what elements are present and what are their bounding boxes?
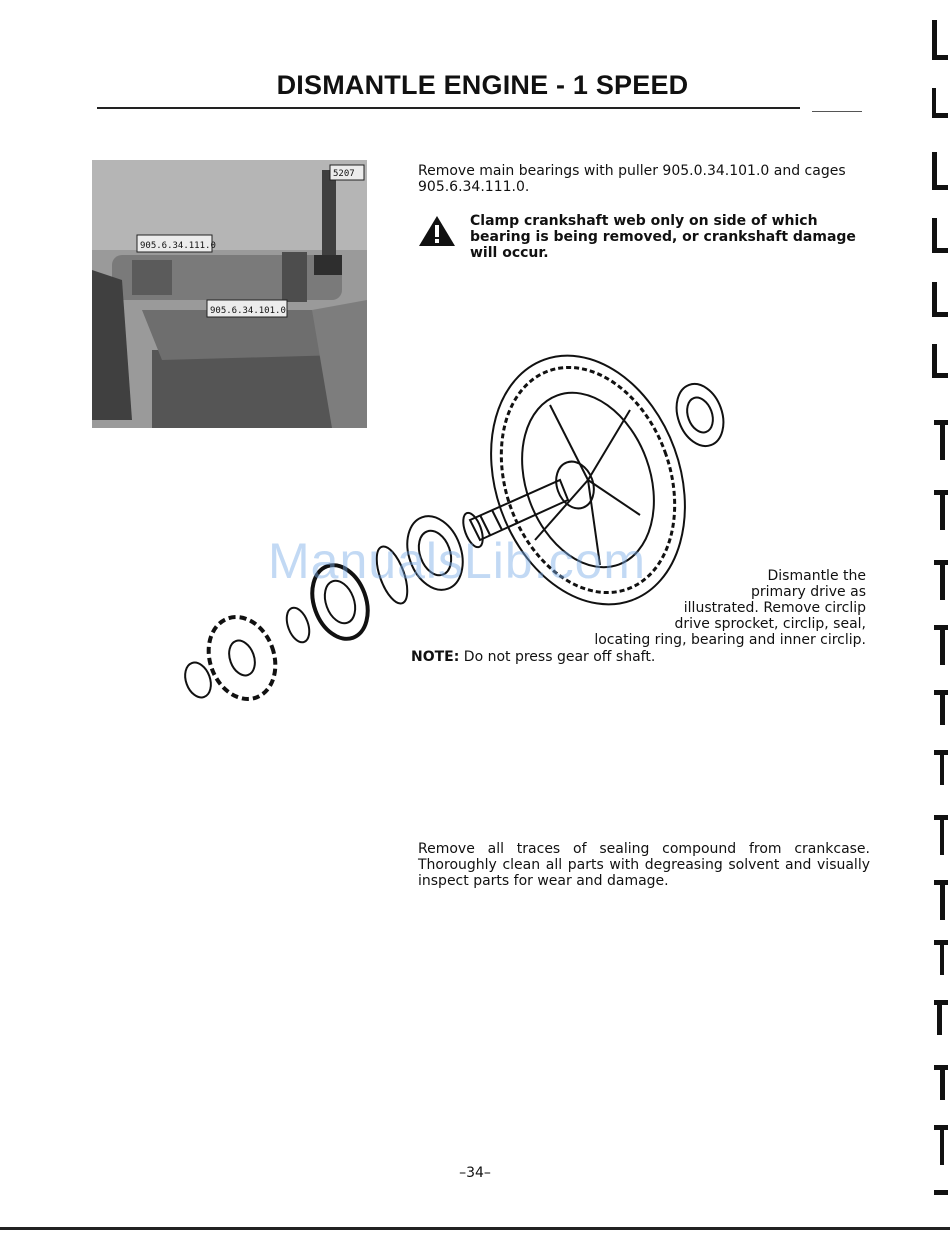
warning-triangle-icon [418,215,456,247]
dismantle-line-1: Dismantle the [767,568,866,584]
page-number: –34– [459,1165,491,1181]
page-title: DISMANTLE ENGINE - 1 SPEED [276,70,689,100]
photo-label-top: 905.6.34.111.0 [140,241,216,251]
cleaning-instruction: Remove all traces of sealing compound from crankcase. Thoroughly clean all parts with degreasing solvent and visually inspect parts for wear and damage. [418,841,870,889]
dismantle-line-3: illustrated. Remove circlip [683,600,866,616]
title-rule [97,107,800,109]
binding-edge-marks [910,0,950,1233]
dismantle-line-4: drive sprocket, circlip, seal, [674,616,866,632]
note-text: Do not press gear off shaft. [459,649,656,665]
photo-label-corner: 5207 [333,169,355,179]
dismantle-line-2: primary drive as [751,584,866,600]
note [411,649,655,665]
dismantle-line-5: locating ring, bearing and inner circlip. [594,632,866,648]
title-rule-short [812,111,862,112]
main-bearings-instruction: Remove main bearings with puller 905.0.34.101.0 and cages 905.6.34.111.0. [418,163,846,195]
photo-label-mid: 905.6.34.101.0 [210,306,286,316]
warning-text: Clamp crankshaft web only on side of which bearing is being removed, or crankshaft damage will occur. [470,213,856,261]
bottom-edge-line [0,1227,950,1230]
watermark: ManualsLib.com [268,533,647,589]
note-label: NOTE: [411,649,460,665]
